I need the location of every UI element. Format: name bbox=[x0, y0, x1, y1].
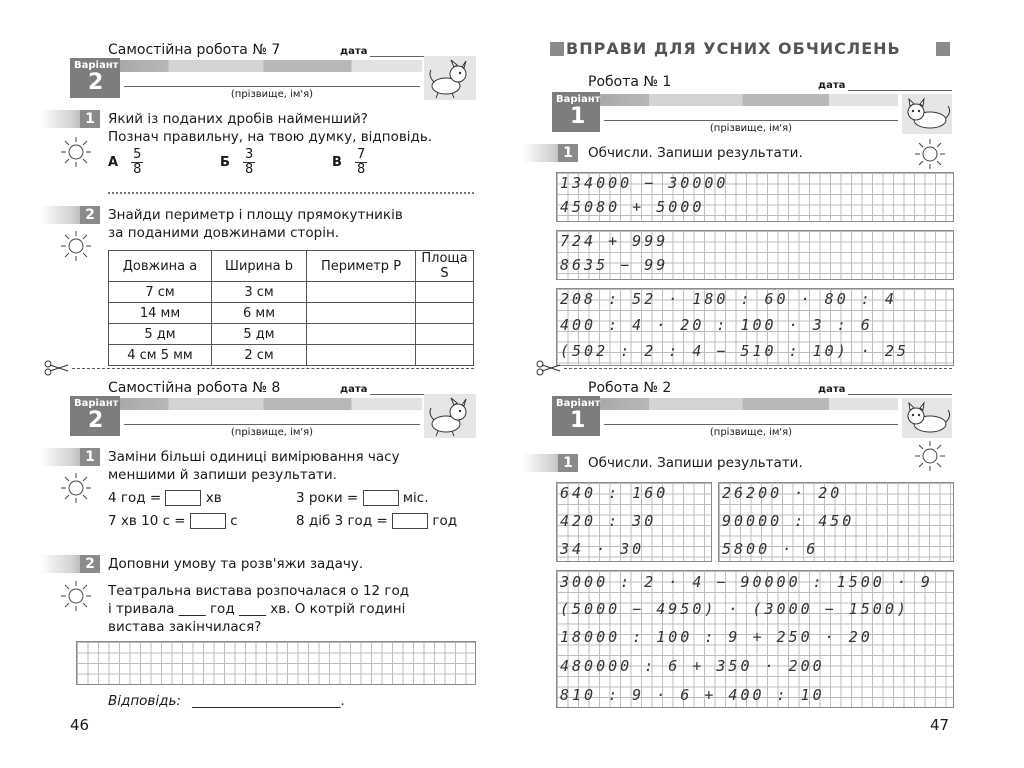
expression: 134000 − 30000 bbox=[560, 174, 729, 192]
expression: (502 : 2 : 4 − 510 : 10) · 25 bbox=[560, 342, 909, 360]
table-row bbox=[109, 345, 474, 366]
dog-icon bbox=[424, 56, 476, 100]
conversion-unit: с bbox=[230, 513, 238, 529]
w8-task1-line1: Заміни більші одиниці вимірювання часу bbox=[108, 449, 400, 465]
expression: 34 · 30 bbox=[560, 540, 645, 558]
answer-box[interactable] bbox=[190, 513, 226, 529]
answer-line[interactable]: ______________________. bbox=[192, 693, 345, 709]
conversion-item bbox=[108, 512, 238, 530]
work7-variant-box bbox=[70, 58, 120, 98]
cell-length: 7 см bbox=[109, 282, 212, 303]
scissors-icon bbox=[44, 360, 70, 380]
fraction bbox=[243, 148, 255, 177]
cell-area[interactable] bbox=[416, 282, 474, 303]
cell-perimeter[interactable] bbox=[307, 282, 416, 303]
conversion-left: 7 хв 10 с = bbox=[108, 513, 186, 529]
expression: 810 : 9 · 6 + 400 : 10 bbox=[560, 686, 825, 704]
work8-variant-band bbox=[70, 398, 422, 410]
expression: (5000 − 4950) · (3000 − 1500) bbox=[560, 600, 909, 618]
sun-icon bbox=[60, 472, 92, 504]
work8-date-label: дата bbox=[340, 384, 368, 395]
work1-name-hint: (прізвище, ім'я) bbox=[709, 123, 793, 134]
fraction bbox=[131, 148, 143, 177]
cell-area[interactable] bbox=[416, 345, 474, 366]
cell-length: 5 дм bbox=[109, 324, 212, 345]
work1-name-line[interactable] bbox=[604, 120, 898, 121]
conversion-unit: год bbox=[432, 513, 458, 529]
work2-variant-label: Варіант bbox=[556, 398, 601, 409]
right-page bbox=[512, 0, 1024, 768]
expression: 18000 : 100 : 9 + 250 · 20 bbox=[560, 628, 873, 646]
work2-date-line[interactable] bbox=[848, 394, 952, 395]
sun-icon bbox=[60, 136, 92, 168]
banner-square bbox=[550, 42, 564, 56]
w8-task2-title: Доповни умову та розв'яжи задачу. bbox=[108, 556, 364, 572]
cell-length: 4 см 5 мм bbox=[109, 345, 212, 366]
task-number: 1 bbox=[80, 448, 100, 466]
expression: 5800 · 6 bbox=[722, 540, 819, 558]
fraction bbox=[355, 148, 367, 177]
work7-variant-number: 2 bbox=[88, 70, 104, 95]
work7-title: Самостійна робота № 7 bbox=[108, 42, 281, 58]
cell-area[interactable] bbox=[416, 303, 474, 324]
cell-perimeter[interactable] bbox=[307, 324, 416, 345]
expression: 3000 : 2 · 4 − 90000 : 1500 · 9 bbox=[560, 573, 933, 591]
work8-variant-label: Варіант bbox=[74, 398, 119, 409]
col-width: Ширина b bbox=[212, 251, 307, 282]
cell-width: 6 мм bbox=[212, 303, 307, 324]
task-number: 2 bbox=[80, 206, 100, 224]
conversion-item bbox=[296, 512, 457, 530]
work2-title: Робота № 2 bbox=[588, 380, 672, 396]
dog-icon bbox=[424, 394, 476, 438]
conversion-item bbox=[108, 489, 222, 507]
work2-variant-box bbox=[552, 396, 600, 436]
expression: 400 : 4 · 20 : 100 · 3 : 6 bbox=[560, 316, 873, 334]
work7-name-hint: (прізвище, ім'я) bbox=[230, 89, 314, 100]
work7-variant-label: Варіант bbox=[74, 60, 119, 71]
work1-variant-box bbox=[552, 92, 600, 132]
page-number: 47 bbox=[930, 716, 950, 734]
conversion-item bbox=[296, 489, 429, 507]
work7-name-line[interactable] bbox=[124, 86, 420, 87]
numerator: 5 bbox=[133, 147, 142, 162]
answer-box[interactable] bbox=[392, 513, 428, 529]
banner-square bbox=[936, 42, 950, 56]
work1-variant-label: Варіант bbox=[556, 94, 601, 105]
cut-line bbox=[564, 368, 952, 369]
task-number: 2 bbox=[80, 555, 100, 573]
expression: 26200 · 20 bbox=[722, 484, 843, 502]
cell-width: 5 дм bbox=[212, 324, 307, 345]
perimeter-table bbox=[108, 250, 474, 366]
work7-variant-band bbox=[70, 60, 422, 72]
expression: 724 + 999 bbox=[560, 232, 669, 250]
sun-icon bbox=[914, 138, 946, 170]
cell-width: 2 см bbox=[212, 345, 307, 366]
cat-icon bbox=[902, 398, 952, 438]
cell-perimeter[interactable] bbox=[307, 303, 416, 324]
expression: 45080 + 5000 bbox=[560, 198, 705, 216]
option-letter: В bbox=[332, 155, 342, 170]
option-letter: Б bbox=[220, 155, 230, 170]
task-number: 1 bbox=[558, 144, 578, 162]
answer-box[interactable] bbox=[363, 490, 399, 506]
work1-date-label: дата bbox=[818, 80, 846, 91]
col-length: Довжина a bbox=[109, 251, 212, 282]
w8-task2-line2: і тривала ____ год ____ хв. О котрій годині bbox=[108, 601, 406, 617]
task-text: Обчисли. Запиши результати. bbox=[588, 455, 803, 471]
col-area: Площа S bbox=[416, 251, 474, 282]
expression: 420 : 30 bbox=[560, 512, 657, 530]
work8-title: Самостійна робота № 8 bbox=[108, 380, 281, 396]
expression: 90000 : 450 bbox=[722, 512, 855, 530]
answer-label: Відповідь: bbox=[108, 693, 181, 709]
table-row bbox=[109, 282, 474, 303]
work8-name-hint: (прізвище, ім'я) bbox=[230, 427, 314, 438]
expression: 8635 − 99 bbox=[560, 256, 669, 274]
page-number: 46 bbox=[70, 716, 90, 734]
option-letter: А bbox=[108, 155, 119, 170]
sun-icon bbox=[914, 440, 946, 472]
cell-area[interactable] bbox=[416, 324, 474, 345]
task-number: 1 bbox=[80, 110, 100, 128]
work2-date-label: дата bbox=[818, 384, 846, 395]
task2-line2: за поданими довжинами сторін. bbox=[108, 225, 340, 241]
fraction-option-a[interactable] bbox=[108, 148, 143, 177]
task1-line1: Який із поданих дробів найменший? bbox=[108, 111, 368, 127]
divider bbox=[108, 192, 474, 194]
work8-variant-number: 2 bbox=[88, 408, 104, 433]
work2-name-hint: (прізвище, ім'я) bbox=[709, 427, 793, 438]
cell-perimeter[interactable] bbox=[307, 345, 416, 366]
cell-width: 3 см bbox=[212, 282, 307, 303]
work1-variant-number: 1 bbox=[570, 104, 586, 129]
conversion-left: 4 год = bbox=[108, 490, 162, 506]
task-text: Обчисли. Запиши результати. bbox=[588, 145, 803, 161]
work1-variant-band bbox=[552, 94, 898, 106]
task2-line1: Знайди периметр і площу прямокутників bbox=[108, 207, 403, 223]
denominator: 8 bbox=[133, 162, 142, 177]
fraction-option-c[interactable] bbox=[332, 148, 367, 177]
w8-task2-line3: вистава закінчилася? bbox=[108, 619, 262, 635]
denominator: 8 bbox=[357, 162, 366, 177]
conversion-left: 8 діб 3 год = bbox=[296, 513, 388, 529]
work1-title: Робота № 1 bbox=[588, 74, 672, 90]
cut-line bbox=[72, 368, 474, 369]
work2-name-line[interactable] bbox=[604, 424, 898, 425]
work2-variant-number: 1 bbox=[570, 408, 586, 433]
col-perimeter: Периметр P bbox=[307, 251, 416, 282]
sun-icon bbox=[60, 230, 92, 262]
numerator: 7 bbox=[357, 147, 366, 162]
solution-grid[interactable] bbox=[76, 641, 476, 685]
w8-task1-line2: меншими й запиши результати. bbox=[108, 467, 337, 483]
scissors-icon bbox=[536, 360, 562, 380]
work1-date-line[interactable] bbox=[848, 90, 952, 91]
work8-name-line[interactable] bbox=[124, 424, 420, 425]
expression: 480000 : 6 + 350 · 200 bbox=[560, 657, 825, 675]
table-header-row bbox=[109, 251, 474, 282]
numerator: 3 bbox=[245, 147, 254, 162]
fraction-option-b[interactable] bbox=[220, 148, 255, 177]
conversion-unit: хв bbox=[205, 490, 222, 506]
denominator: 8 bbox=[245, 162, 254, 177]
w8-task2-line1: Театральна вистава розпочалася о 12 год bbox=[108, 583, 410, 599]
conversion-unit: міс. bbox=[402, 490, 429, 506]
answer-box[interactable] bbox=[165, 490, 201, 506]
banner-title: ВПРАВИ ДЛЯ УСНИХ ОБЧИСЛЕНЬ bbox=[566, 39, 901, 58]
conversion-left: 3 роки = bbox=[296, 490, 359, 506]
work8-variant-box bbox=[70, 396, 120, 436]
table-row bbox=[109, 303, 474, 324]
table-row bbox=[109, 324, 474, 345]
cell-length: 14 мм bbox=[109, 303, 212, 324]
expression: 640 : 160 bbox=[560, 484, 669, 502]
work2-variant-band bbox=[552, 398, 898, 410]
work7-date-label: дата bbox=[340, 46, 368, 57]
task-number: 1 bbox=[558, 454, 578, 472]
task1-line2: Познач правильну, на твою думку, відповідь. bbox=[108, 129, 433, 145]
expression: 208 : 52 · 180 : 60 · 80 : 4 bbox=[560, 290, 897, 308]
sun-icon bbox=[60, 580, 92, 612]
cat-icon bbox=[902, 94, 952, 134]
